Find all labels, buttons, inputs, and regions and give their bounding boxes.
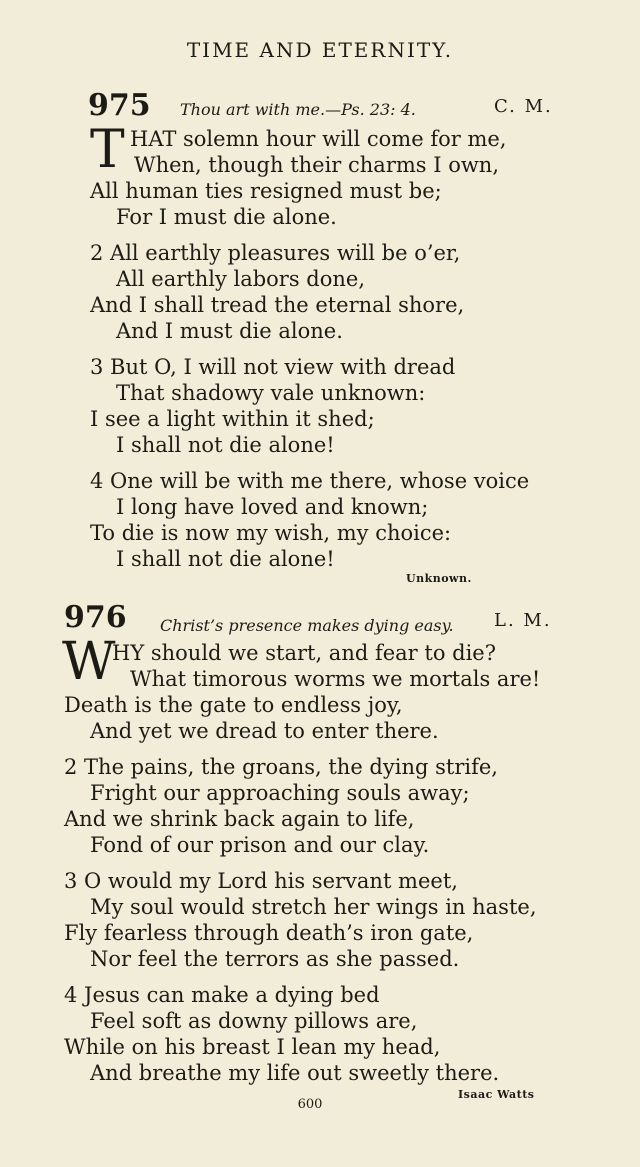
verse-line: I shall not die alone! — [116, 433, 335, 457]
section-title: TIME AND ETERNITY. — [186, 38, 454, 62]
verse-line: I shall not die alone! — [116, 547, 335, 571]
verse-line: All earthly labors done, — [116, 267, 366, 291]
verse-line: To die is now my wish, my choice: — [90, 521, 452, 545]
hymn-number: 975 — [88, 88, 151, 123]
verse-line: Death is the gate to endless joy, — [64, 693, 403, 717]
hymn-number: 976 — [64, 600, 127, 635]
verse-line: While on his breast I lean my head, — [64, 1035, 441, 1059]
hymn-meter: L. M. — [494, 610, 552, 631]
verse-line: I see a light within it shed; — [90, 407, 375, 431]
verse-line: And I must die alone. — [116, 319, 343, 343]
verse-line: Fright our approaching souls away; — [90, 781, 470, 805]
verse-line: Fond of our prison and our clay. — [90, 833, 430, 857]
verse-line: And we shrink back again to life, — [64, 807, 415, 831]
page-number: 600 — [297, 1097, 323, 1112]
verse-line: 3 But O, I will not view with dread — [90, 355, 456, 379]
drop-cap-letter: T — [90, 120, 125, 180]
verse-line: That shadowy vale unknown: — [116, 381, 426, 405]
verse-line: When, though their charms I own, — [134, 153, 500, 177]
verse-line: 2 All earthly pleasures will be o’er, — [90, 241, 461, 265]
verse-line: All human ties resigned must be; — [90, 179, 442, 203]
verse-line: Fly fearless through death’s iron gate, — [64, 921, 474, 945]
verse-line: Nor feel the terrors as she passed. — [90, 947, 460, 971]
drop-cap-letter: W — [62, 632, 116, 692]
verse-line: 2 The pains, the groans, the dying strife, — [64, 755, 498, 779]
hymn-description: Thou art with me.—Ps. 23: 4. — [180, 100, 416, 119]
verse-line: HY should we start, and fear to die? — [112, 641, 496, 665]
verse-line: I long have loved and known; — [116, 495, 429, 519]
verse-line: 4 One will be with me there, whose voice — [90, 469, 530, 493]
verse-line: And yet we dread to enter there. — [90, 719, 439, 743]
verse-line: HAT solemn hour will come for me, — [130, 127, 507, 151]
verse-line: My soul would stretch her wings in haste, — [90, 895, 537, 919]
verse-line: For I must die alone. — [116, 205, 337, 229]
verse-line: Feel soft as downy pillows are, — [90, 1009, 418, 1033]
verse-line: 3 O would my Lord his servant meet, — [64, 869, 458, 893]
verse-line: 4 Jesus can make a dying bed — [64, 983, 380, 1007]
verse-line: And I shall tread the eternal shore, — [90, 293, 465, 317]
hymn-meter: C. M. — [494, 96, 553, 117]
verse-line: What timorous worms we mortals are! — [130, 667, 541, 691]
hymn-author: Isaac Watts — [458, 1088, 535, 1101]
hymn-author: Unknown. — [406, 572, 472, 585]
verse-line: And breathe my life out sweetly there. — [90, 1061, 500, 1085]
hymn-description: Christ’s presence makes dying easy. — [160, 616, 454, 635]
